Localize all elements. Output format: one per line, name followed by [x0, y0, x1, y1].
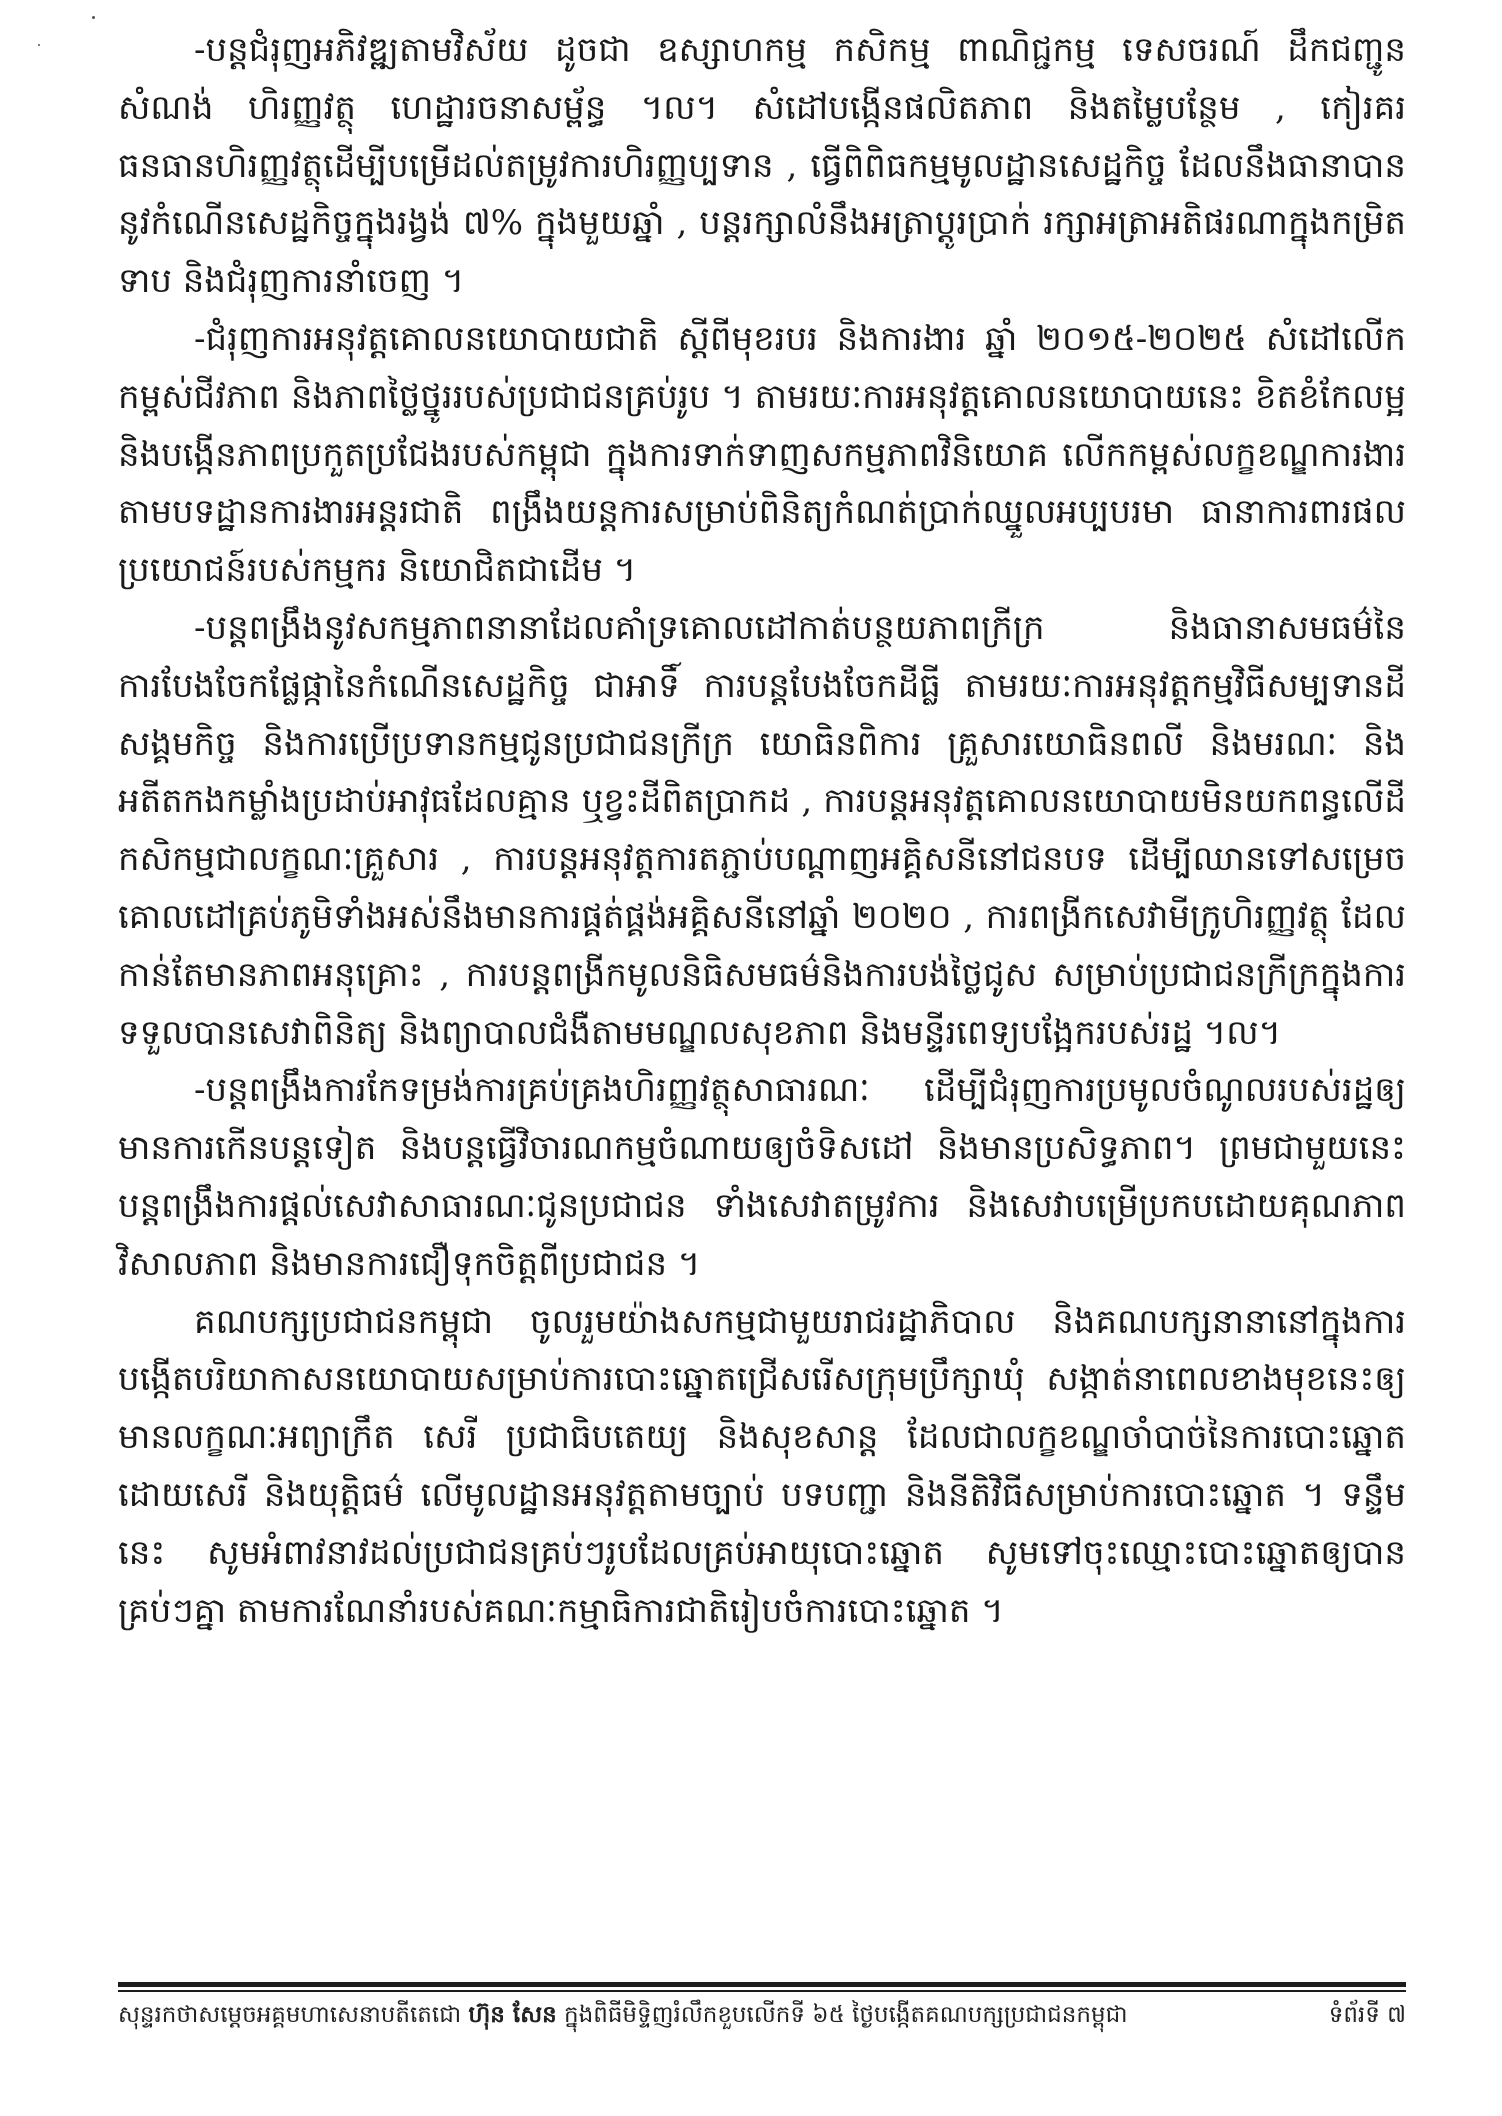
paragraph: -ជំរុញការអនុវត្តគោលនយោបាយជាតិ ស្តីពីមុខរបរ និងការងារ ឆ្នាំ ២០១៥-២០២៥ សំដៅលើកកម្ពស់ជីវភាព និងភាពថ្លៃថ្នូររបស់ប្រជាជនគ្រប់រូប ។ តាមរយៈការអនុវត្តគោលនយោបាយនេះ ខិតខំកែលម្អ និងបង្កើនភាពប្រកួតប្រជែងរបស់កម្ពុជា ក្នុងការទាក់ទាញសកម្មភាពវិនិយោគ លើកកម្ពស់លក្ខខណ្ឌការងារតាមបទដ្ឋានការងារអន្តរជាតិ ពង្រឹងយន្តការសម្រាប់ពិនិត្យកំណត់ប្រាក់ឈ្នួលអប្បបរមា ធានាការពារផលប្រយោជន៍របស់កម្មករ និយោជិតជាដើម ។: [118, 318, 1406, 591]
body-text: [118, 22, 1406, 1640]
paragraph: -បន្តពង្រឹងការកែទម្រង់ការគ្រប់គ្រងហិរញ្ញវត្ថុសាធារណៈ ដើម្បីជំរុញការប្រមូលចំណូលរបស់រដ្ឋឲ្យមានការកើនបន្តទៀត និងបន្តធ្វើវិចារណកម្មចំណាយឲ្យចំទិសដៅ និងមានប្រសិទ្ធភាព។ ព្រមជាមួយនេះ បន្តពង្រឹងការផ្តល់សេវាសាធារណៈជូនប្រជាជន ទាំងសេវាតម្រូវការ និងសេវាបម្រើប្រកបដោយគុណភាព វិសាលភាព និងមានការជឿទុកចិត្តពីប្រជាជន ។: [118, 1070, 1406, 1284]
footer-caption-prefix: សុន្ទរកថាសម្តេចអគ្គមហាសេនាបតីតេជោ: [118, 2001, 469, 2028]
footer-caption-name: ហ៊ុន សែន: [468, 2000, 557, 2028]
scan-speck: [92, 16, 95, 19]
page-footer: [118, 1997, 1406, 2037]
scan-speck: [38, 44, 40, 46]
footer-caption: [118, 2001, 1128, 2034]
paragraph: -បន្តពង្រឹងនូវសកម្មភាពនានាដែលគាំទ្រគោលដៅកាត់បន្ថយភាពក្រីក្រ និងធានាសមធម៌នៃការបែងចែកផ្លែផ្កានៃកំណើនសេដ្ឋកិច្ច ជាអាទិ៍ ការបន្តបែងចែកដីធ្លី តាមរយៈការអនុវត្តកម្មវិធីសម្បទានដីសង្គមកិច្ច និងការប្រើប្រទានកម្មជូនប្រជាជនក្រីក្រ យោធិនពិការ គ្រួសារយោធិនពលី និងមរណៈ និងអតីតកងកម្លាំងប្រដាប់អាវុធដែលគ្មាន ឬខ្វះដីពិតប្រាកដ , ការបន្តអនុវត្តគោលនយោបាយមិនយកពន្ធលើដីកសិកម្មជាលក្ខណៈគ្រួសារ , ការបន្តអនុវត្តការតភ្ជាប់បណ្តាញអគ្គិសនីនៅជនបទ ដើម្បីឈានទៅសម្រេចគោលដៅគ្រប់ភូមិទាំងអស់នឹងមានការផ្គត់ផ្គង់អគ្គិសនីនៅឆ្នាំ ២០២០ , ការពង្រីកសេវាមីក្រូហិរញ្ញវត្ថុ ដែលកាន់តែមានភាពអនុគ្រោះ , ការបន្តពង្រីកមូលនិធិសមធម៌និងការបង់ថ្លៃជូស សម្រាប់ប្រជាជនក្រីក្រក្នុងការទទួលបានសេវាពិនិត្យ និងព្យាបាលជំងឺតាមមណ្ឌលសុខភាព និងមន្ទីរពេទ្យបង្អែករបស់រដ្ឋ ។ល។: [118, 607, 1406, 1053]
footer-rule-thin: [118, 1990, 1406, 1992]
paragraph: -បន្តជំរុញអភិវឌ្ឍតាមវិស័យ ដូចជា ឧស្សាហកម្ម កសិកម្ម ពាណិជ្ជកម្ម ទេសចរណ៍ ដឹកជញ្ជូន សំណង់ ហិរញ្ញវត្ថុ ហេដ្ឋារចនាសម្ព័ន្ធ ។ល។ សំដៅបង្កើនផលិតភាព និងតម្លៃបន្ថែម , កៀរគរធនធានហិរញ្ញវត្ថុដើម្បីបម្រើដល់តម្រូវការហិរញ្ញប្បទាន , ធ្វើពិពិធកម្មមូលដ្ឋានសេដ្ឋកិច្ច ដែលនឹងធានាបាននូវកំណើនសេដ្ឋកិច្ចក្នុងរង្វង់ ៧% ក្នុងមួយឆ្នាំ , បន្តរក្សាលំនឹងអត្រាប្តូរប្រាក់ រក្សាអត្រាអតិផរណាក្នុងកម្រិតទាប និងជំរុញការនាំចេញ ។: [118, 30, 1406, 302]
footer-caption-suffix: ក្នុងពិធីមិទ្ទិញរំលឹកខួបលើកទី ៦៥ ថ្ងៃបង្កើតគណបក្សប្រជាជនកម្ពុជា: [556, 2001, 1128, 2028]
footer-rule-thick: [118, 1982, 1406, 1987]
page-number: ទំព័រទី ៧: [1328, 2001, 1406, 2028]
paragraph: គណបក្សប្រជាជនកម្ពុជា ចូលរួមយ៉ាងសកម្មជាមួយរាជរដ្ឋាភិបាល និងគណបក្សនានានៅក្នុងការបង្កើតបរិយាកាសនយោបាយសម្រាប់ការបោះឆ្នោតជ្រើសរើសក្រុមប្រឹក្សាឃុំ សង្កាត់នាពេលខាងមុខនេះឲ្យមានលក្ខណៈអព្យាក្រឹត សេរី ប្រជាធិបតេយ្យ និងសុខសាន្ត ដែលជាលក្ខខណ្ឌចាំបាច់នៃការបោះឆ្នោតដោយសេរី និងយុត្តិធម៌ លើមូលដ្ឋានអនុវត្តតាមច្បាប់ បទបញ្ជា និងនីតិវិធីសម្រាប់ការបោះឆ្នោត ។ ទន្ទឹមនេះ សូមអំពាវនាវដល់ប្រជាជនគ្រប់ៗរូបដែលគ្រប់អាយុបោះឆ្នោត សូមទៅចុះឈ្មោះបោះឆ្នោតឲ្យបានគ្រប់ៗគ្នា តាមការណែនាំរបស់គណៈកម្មាធិការជាតិរៀបចំការបោះឆ្នោត ។: [118, 1301, 1406, 1631]
